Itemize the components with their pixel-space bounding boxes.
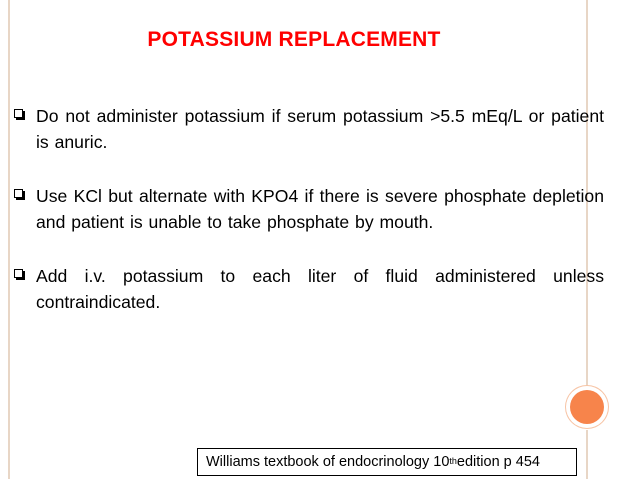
reference-superscript: th	[449, 456, 457, 466]
bullet-list	[14, 103, 604, 343]
right-border-line-lower	[586, 430, 588, 479]
reference-prefix: Williams textbook of endocrinology 10	[206, 454, 450, 470]
square-bullet-icon	[14, 109, 24, 119]
bullet-text: Use KCl but alternate with KPO4 if there is severe phosphate depletion and patient is unable to take phosphate by mouth.	[36, 186, 604, 232]
circle-icon	[570, 390, 604, 424]
left-border-line	[8, 0, 10, 479]
bullet-text: Do not administer potassium if serum potassium >5.5 mEq/L or patient is anuric.	[36, 106, 604, 152]
square-bullet-icon	[14, 269, 24, 279]
square-bullet-icon	[14, 189, 24, 199]
slide-title: POTASSIUM REPLACEMENT	[147, 28, 441, 51]
bullet-item	[14, 103, 604, 155]
reference-suffix: edition p 454	[456, 454, 540, 470]
bullet-text: Add i.v. potassium to each liter of fluid administered unless contraindicated.	[36, 266, 604, 312]
bullet-item	[14, 183, 604, 235]
bullet-item	[14, 263, 604, 315]
reference-citation	[197, 448, 577, 476]
